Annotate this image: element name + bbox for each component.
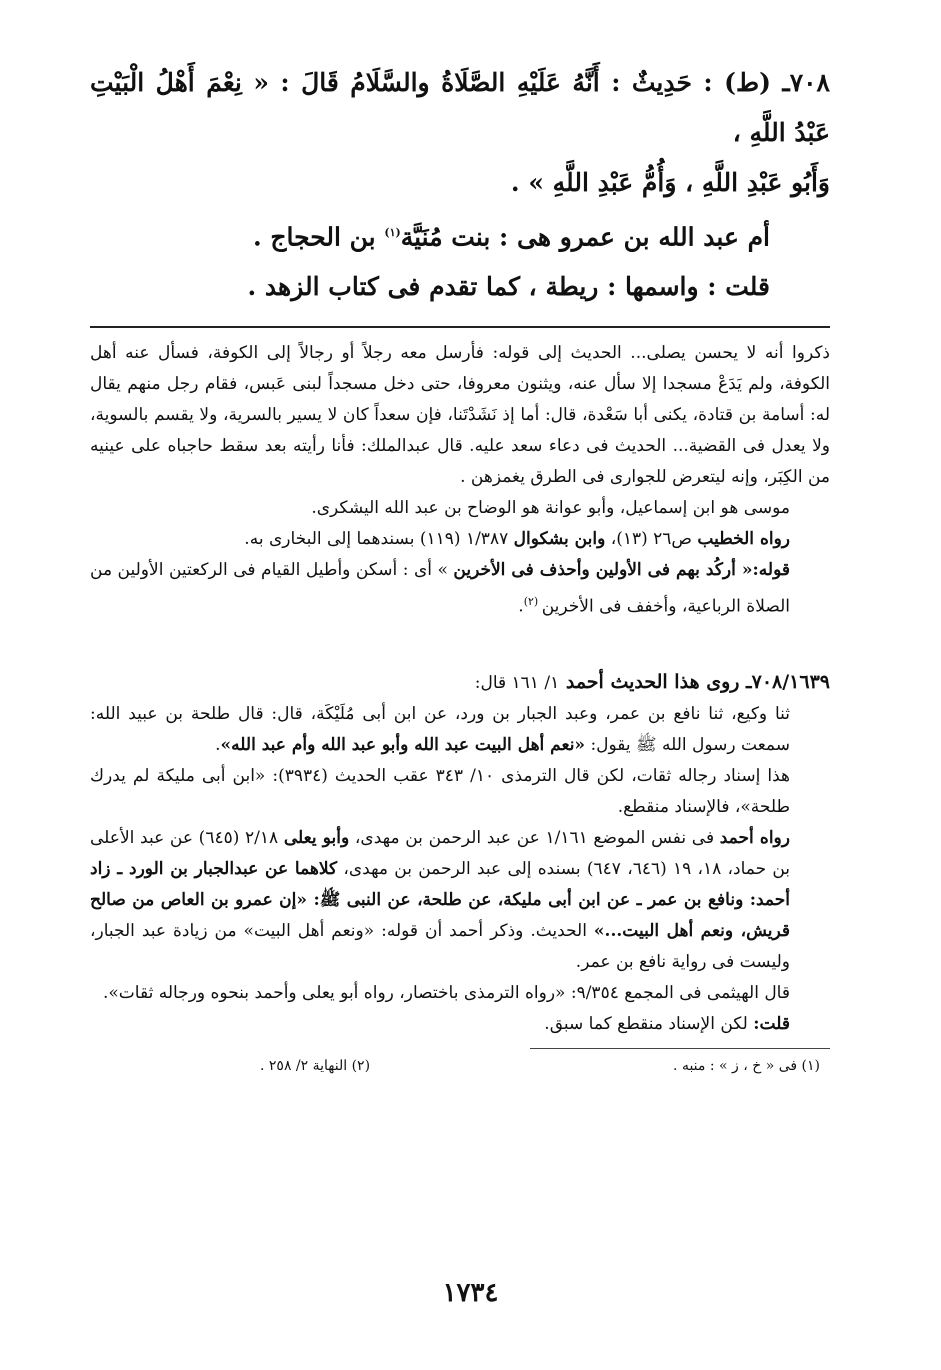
page-number: ١٧٣٤ [442,1278,499,1308]
footnote-ref-2: (٢) [523,595,542,609]
source-abu-yala-ref: ٢/١٨ (٦٤٥) عن عبد الأعلى بن حماد، ١٨، ١٩ (٦٤٦، ٦٤٧) بسنده إلى عبد الرحمن بن مهدى، [90,827,791,879]
commentary-paragraph-2: موسى هو ابن إسماعيل، وأبو عوانة هو الوضاح بن عبد الله اليشكرى. [311,498,790,519]
commentary-paragraph-3 [90,524,830,555]
section-title: روى هذا الحديث أحمد [559,670,747,693]
paragraph-7-end: الحديث. وذكر أحمد أن قوله: «ونعم أهل البيت» من زيادة عبد الجبار، وليست فى رواية نافع بن عمر. [90,920,790,972]
commentary-paragraph-1: ذكروا أنه لا يحسن يصلى... الحديث إلى قوله: فأرسل معه رجلاً أو رجالاً إلى الكوفة، فسأل عنه أهل الكوفة، ولم يَدَعْ مسجدا إلا سأل عنه، ويثنون معروفا، حتى دخل مسجداً لبنى عَبس، فقام رجل منهم يقال له: أسامة بن قتادة، يكنى أبا سَعْدة، قال: أما إذ نَشَدْتَنا، فإن سعداً كان لا يسير بالسرية، ولا يقسم بالسوية، ولا يعدل فى القضية... الحديث فى دعاء سعد عليه. قال عبدالملك: فأنا رأيته بعد سقط حاجباه على عينيه من الكِبَر، وإنه ليتعرض للجوارى فى الطرق يغمزهن . [90,343,831,488]
chain-summary: كلاهما عن عبدالجبار بن الورد ـ زاد أحمد: ونافع بن عمر ـ عن ابن أبى مليكة، عن طلحة، عن النبى ﷺ: «إن عمرو بن العاص من صالح قريش، ونعم أهل البيت...» [90,858,790,941]
paragraph-5-end: . [215,734,221,755]
footnotes [90,1055,830,1077]
footnote-2: (٢) النهاية ٢/ ٢٥٨ . [260,1057,371,1074]
commentary-paragraph-7 [90,823,830,978]
hadith-line-3 [90,208,830,262]
commentary-paragraph-6: هذا إسناد رجاله ثقات، لكن قال الترمذى ١٠/ ٣٤٣ عقب الحديث (٣٩٣٤): «ابن أبى مليكة لم يدرك طلحة»، فالإسناد منقطع. [90,765,790,817]
hadith-line-1: ٧٠٨ـ (ط) : حَدِيثٌ : أَنَّهُ عَلَيْهِ الصَّلَاةُ والسَّلَامُ قَالَ : « نِعْمَ أَهْلُ الْبَيْتِ عَبْدُ اللَّهِ ، [90,68,830,147]
section-heading [90,667,830,699]
commentary-paragraph-4 [90,555,830,623]
source-khatib: رواه الخطيب [697,529,790,550]
hadith-line-2: وَأَبُو عَبْدِ اللَّهِ ، وَأُمُّ عَبْدِ اللَّهِ » . [510,168,830,197]
section-divider [90,326,830,328]
hadith-line-3-end: بن الحجاج . [252,222,385,252]
section-number: ٧٠٨/١٦٣٩ـ [746,670,830,693]
hadith-line-3-text: أم عبد الله بن عمرو هى : بنت مُنَيَّة [400,222,770,252]
author-remark: لكن الإسناد منقطع كما سبق. [544,1013,754,1034]
quoted-phrase: قوله:« أركُد بهم فى الأولين وأحذف فى الأخرين [453,560,791,581]
author-remark-label: قلت: [753,1013,790,1034]
commentary-block [90,338,830,1040]
spacer [90,623,830,667]
hadith-line-4: قلت : واسمها : ريطة ، كما تقدم فى كتاب الزهد . [247,272,770,302]
commentary-paragraph-9 [90,1009,830,1040]
isnad-text: ثنا وكيع، ثنا نافع بن عمر، وعبد الجبار بن ورد، عن ابن أبى مُلَيْكَة، قال: قال طلحة بن عبيد الله: سمعت رسول الله ﷺ يقول: [90,703,790,755]
footnote-1: (١) فى « خ ، ز » : منبه . [673,1057,820,1074]
source-khatib-ref: ص٢٦ (١٣)، [605,529,698,550]
source-ahmad-ref: فى نفس الموضع ١/١٦١ عن عبد الرحمن بن مهدى، [349,827,720,848]
footnote-divider [530,1048,830,1049]
commentary-paragraph-8: قال الهيثمى فى المجمع ٩/٣٥٤: «رواه الترمذى باختصار، رواه أبو يعلى وأحمد بنحوه ورجاله ثقات». [102,982,790,1003]
section-ref: ١/ ١٦١ قال: [474,672,560,693]
quoted-phrase-explanation: » أى : أسكن وأطيل القيام فى الركعتين الأولين من الصلاة الرباعية، وأخفف فى الأخرين [90,560,790,617]
source-bashkuwal: وابن بشكوال [513,529,606,550]
footnote-ref-1: (١) [384,226,401,239]
source-bashkuwal-ref: ١/٣٨٧ (١١٩) بسندهما إلى البخارى به. [244,529,514,550]
hadith-quote: «نعم أهل البيت عبد الله وأبو عبد الله وأم عبد الله» [220,734,586,755]
page-content [90,58,830,1077]
source-abu-yala: وأبو يعلى [283,827,350,848]
paragraph-4-end: . [518,596,524,617]
source-ahmad: رواه أحمد [719,827,790,848]
main-text-block [90,58,830,312]
commentary-paragraph-5 [90,699,830,761]
